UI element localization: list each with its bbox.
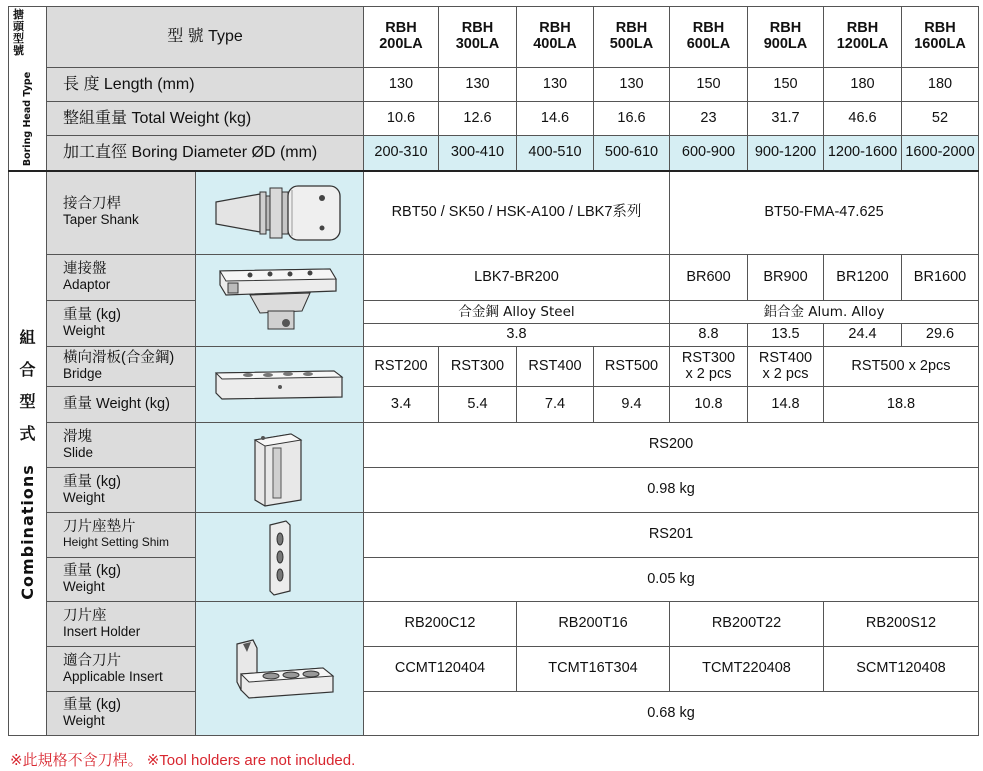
- bridge-weight: 5.4: [439, 387, 517, 423]
- insert-holder-value: RB200T16: [517, 602, 670, 647]
- weight-value: 12.6: [439, 102, 517, 136]
- taper-shank-icon: [210, 182, 350, 244]
- slide-value: RS200: [364, 423, 979, 468]
- weight-value: 10.6: [364, 102, 439, 136]
- bridge-weight: 9.4: [594, 387, 670, 423]
- diameter-value: 300-410: [439, 136, 517, 171]
- adaptor-value: BR900: [748, 255, 824, 301]
- insert-holder-image: [196, 602, 364, 736]
- slide-icon: [245, 428, 315, 508]
- side-combinations-en: Combinations: [17, 463, 37, 600]
- length-value: 150: [748, 68, 824, 102]
- side-header: [9, 7, 47, 171]
- diameter-value: 900-1200: [748, 136, 824, 171]
- length-value: 130: [439, 68, 517, 102]
- bridge-value-600: RST300 x 2 pcs: [670, 347, 748, 387]
- weight-value: 46.6: [824, 102, 902, 136]
- bridge-icon: [210, 365, 350, 405]
- insert-value: TCMT16T304: [517, 647, 670, 692]
- insert-value: CCMT120404: [364, 647, 517, 692]
- insert-holder-value: RB200S12: [824, 602, 979, 647]
- adaptor-value: BR1200: [824, 255, 902, 301]
- length-value: 130: [364, 68, 439, 102]
- material-alum-alloy: 鋁合金 Alum. Alloy: [670, 301, 979, 324]
- diameter-value: 400-510: [517, 136, 594, 171]
- adaptor-image: [196, 255, 364, 347]
- adaptor-value: BR600: [670, 255, 748, 301]
- bridge-weight: 3.4: [364, 387, 439, 423]
- diameter-label: 加工直徑 Boring Diameter ØD (mm): [47, 136, 364, 171]
- adaptor-value: BR1600: [902, 255, 979, 301]
- side-header-en: Boring Head Type: [21, 71, 33, 167]
- adaptor-weight: 3.8: [364, 324, 670, 347]
- bridge-label: 橫向滑板(合金鋼) Bridge: [47, 347, 196, 387]
- side-combinations: [9, 171, 47, 736]
- weight-value: 52: [902, 102, 979, 136]
- insert-holder-weight-label: 重量 (kg) Weight: [47, 692, 196, 736]
- weight-value: 23: [670, 102, 748, 136]
- bridge-value: RST300: [439, 347, 517, 387]
- adaptor-icon: [210, 261, 350, 341]
- insert-value: TCMT220408: [670, 647, 824, 692]
- taper-shank-label: 接合刀桿 Taper Shank: [47, 171, 196, 255]
- insert-value: SCMT120408: [824, 647, 979, 692]
- model-200: RBH 200LA: [364, 7, 439, 68]
- shim-value: RS201: [364, 513, 979, 558]
- insert-holder-value: RB200C12: [364, 602, 517, 647]
- spec-table: [8, 6, 979, 736]
- model-300: RBH 300LA: [439, 7, 517, 68]
- model-1600: RBH 1600LA: [902, 7, 979, 68]
- shim-weight-label: 重量 (kg) Weight: [47, 558, 196, 602]
- shim-label: 刀片座墊片 Height Setting Shim: [47, 513, 196, 558]
- model-400: RBH 400LA: [517, 7, 594, 68]
- bridge-image: [196, 347, 364, 423]
- adaptor-weight: 8.8: [670, 324, 748, 347]
- material-alloy-steel: 合金鋼 Alloy Steel: [364, 301, 670, 324]
- shim-weight: 0.05 kg: [364, 558, 979, 602]
- model-500: RBH 500LA: [594, 7, 670, 68]
- footnote: ※此規格不含刀桿。 ※Tool holders are not included.: [10, 752, 356, 769]
- length-value: 150: [670, 68, 748, 102]
- length-value: 130: [594, 68, 670, 102]
- slide-weight-label: 重量 (kg) Weight: [47, 468, 196, 513]
- length-value: 180: [824, 68, 902, 102]
- bridge-weight: 10.8: [670, 387, 748, 423]
- bridge-value: RST500: [594, 347, 670, 387]
- length-label: 長 度 Length (mm): [47, 68, 364, 102]
- adaptor-weight: 24.4: [824, 324, 902, 347]
- weight-value: 14.6: [517, 102, 594, 136]
- adaptor-weight: 29.6: [902, 324, 979, 347]
- bridge-weight-label: 重量 Weight (kg): [47, 387, 196, 423]
- bridge-value: RST400: [517, 347, 594, 387]
- type-label: 型 號 Type: [47, 7, 364, 68]
- taper-shank-value-b: BT50-FMA-47.625: [670, 171, 979, 255]
- side-combinations-cjk: 組 合 型 式: [19, 327, 36, 443]
- taper-shank-value-a: RBT50 / SK50 / HSK-A100 / LBK7系列: [364, 171, 670, 255]
- length-value: 180: [902, 68, 979, 102]
- insert-label: 適合刀片 Applicable Insert: [47, 647, 196, 692]
- bridge-weight: 14.8: [748, 387, 824, 423]
- bridge-value-big: RST500 x 2pcs: [824, 347, 979, 387]
- insert-holder-value: RB200T22: [670, 602, 824, 647]
- bridge-weight: 7.4: [517, 387, 594, 423]
- slide-weight: 0.98 kg: [364, 468, 979, 513]
- insert-holder-label: 刀片座 Insert Holder: [47, 602, 196, 647]
- adaptor-weight-label: 重量 (kg) Weight: [47, 301, 196, 347]
- slide-image: [196, 423, 364, 513]
- bridge-value: RST200: [364, 347, 439, 387]
- bridge-weight: 18.8: [824, 387, 979, 423]
- insert-holder-weight: 0.68 kg: [364, 692, 979, 736]
- weight-value: 31.7: [748, 102, 824, 136]
- weight-label: 整組重量 Total Weight (kg): [47, 102, 364, 136]
- diameter-value: 1600-2000: [902, 136, 979, 171]
- length-value: 130: [517, 68, 594, 102]
- adaptor-weight: 13.5: [748, 324, 824, 347]
- taper-shank-image: [196, 171, 364, 255]
- shim-image: [196, 513, 364, 602]
- insert-holder-icon: [215, 634, 345, 704]
- adaptor-value: LBK7-BR200: [364, 255, 670, 301]
- side-header-cjk: 搪頭型號: [13, 8, 24, 57]
- diameter-value: 600-900: [670, 136, 748, 171]
- weight-value: 16.6: [594, 102, 670, 136]
- model-1200: RBH 1200LA: [824, 7, 902, 68]
- bridge-value-900: RST400 x 2 pcs: [748, 347, 824, 387]
- diameter-value: 1200-1600: [824, 136, 902, 171]
- adaptor-label: 連接盤 Adaptor: [47, 255, 196, 301]
- diameter-value: 500-610: [594, 136, 670, 171]
- model-600: RBH 600LA: [670, 7, 748, 68]
- diameter-value: 200-310: [364, 136, 439, 171]
- model-900: RBH 900LA: [748, 7, 824, 68]
- shim-icon: [260, 517, 300, 597]
- slide-label: 滑塊 Slide: [47, 423, 196, 468]
